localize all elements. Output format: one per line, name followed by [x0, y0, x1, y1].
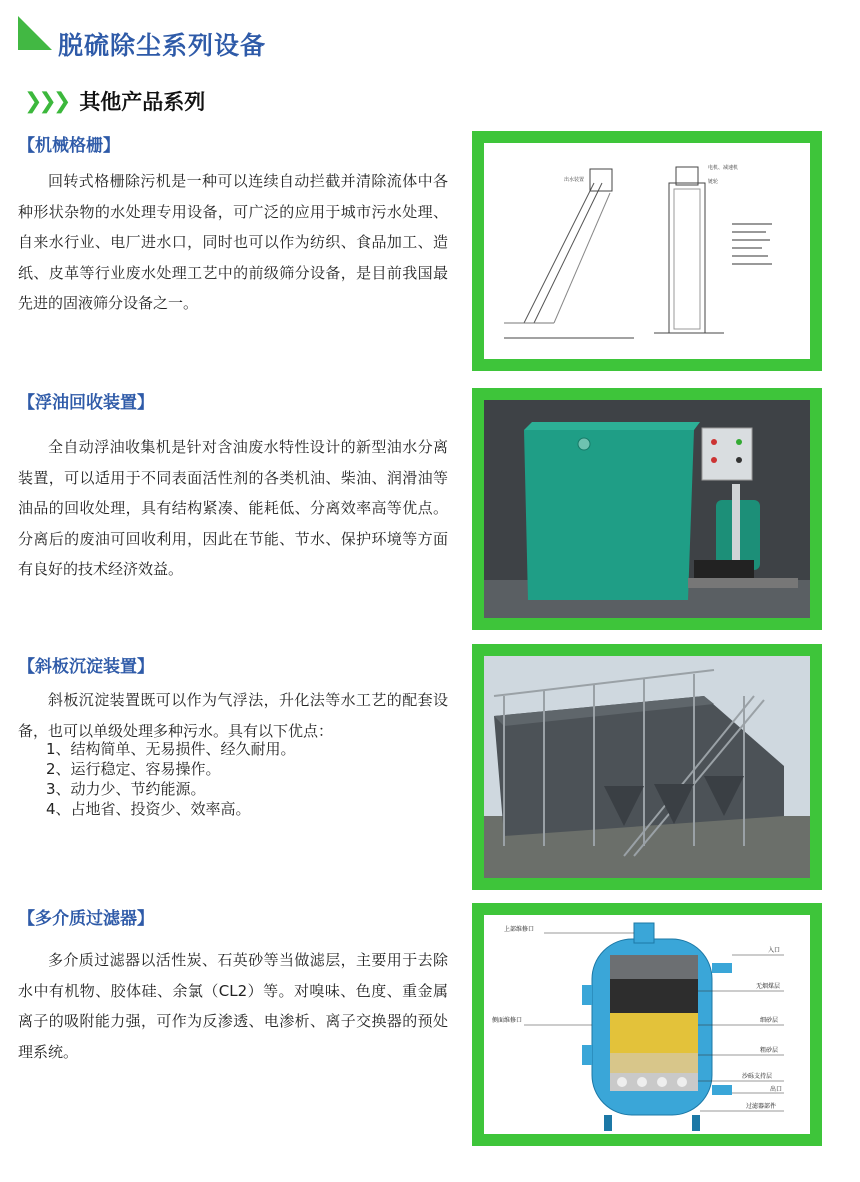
subheader	[24, 86, 205, 116]
list-item: 1、结构简单、无易损件、经久耐用。	[46, 740, 296, 758]
advantages-list	[46, 739, 296, 819]
section-paragraph-grating	[18, 166, 448, 319]
paragraph-text: 回转式格栅除污机是一种可以连续自动拦截并清除流体中各种形状杂物的水处理专用设备，可广泛的应用于城市污水处理、自来水行业、电厂进水口，同时也可以作为纺织、食品加工、造纸、皮革等行业废水处理工艺中的前级筛分设备，是目前我国最先进的固液筛分设备之一。	[18, 172, 448, 312]
image-frame-grating	[472, 131, 822, 371]
label-anthracite: 无烟煤层	[756, 983, 781, 990]
label-motor: 电机、减速机	[708, 165, 739, 171]
list-item: 4、占地省、投资少、效率高。	[46, 800, 251, 818]
paragraph-text: 多介质过滤器以活性炭、石英砂等当做滤层，主要用于去除水中有机物、胶体硅、余氯（CL2）等。对嗅味、色度、重金属离子的吸附能力强，可作为反渗透、电渗析、离子交换器的预处理系统。	[18, 951, 448, 1061]
page-title: 脱硫除尘系列设备	[58, 31, 267, 60]
inclined-plate-photo	[484, 656, 810, 878]
label-coarse-sand: 粗砂层	[760, 1047, 779, 1054]
label-outlet: 出口	[770, 1086, 783, 1093]
multimedia-filter-diagram	[484, 915, 810, 1134]
section-paragraph-oil-recovery	[18, 432, 448, 585]
image-frame-multimedia-filter	[472, 903, 822, 1146]
section-paragraph-multimedia-filter	[18, 945, 448, 1067]
label-fine-sand: 细砂层	[760, 1017, 779, 1024]
chevron-right-icon: ❯❯❯	[24, 88, 68, 114]
label-side-manhole: 侧面维修口	[492, 1017, 523, 1024]
image-frame-inclined-plate	[472, 644, 822, 890]
paragraph-text: 斜板沉淀装置既可以作为气浮法，升化法等水工艺的配套设备，也可以单级处理多种污水。具有以下优点：	[18, 691, 448, 740]
label-sprocket: 链轮	[708, 179, 719, 185]
list-item: 3、动力少、节约能源。	[46, 780, 206, 798]
label-top-manhole: 上部维修口	[504, 926, 535, 933]
section-title-grating: 【机械格栅】	[18, 136, 120, 156]
section-title-oil-recovery: 【浮油回收装置】	[18, 393, 154, 413]
label-outlet: 出水装置	[564, 177, 585, 183]
oil-recovery-photo	[484, 400, 810, 618]
section-title-inclined-plate: 【斜板沉淀装置】	[18, 657, 154, 677]
label-inlet: 入口	[768, 947, 781, 954]
section-paragraph-inclined-plate	[18, 685, 448, 746]
label-gravel-support: 沙砾支持层	[742, 1073, 773, 1080]
section-title-multimedia-filter: 【多介质过滤器】	[18, 909, 154, 929]
subheader-title: 其他产品系列	[79, 90, 206, 114]
header-triangle-icon	[18, 16, 52, 50]
list-item: 2、运行稳定、容易操作。	[46, 760, 221, 778]
label-filter-parts: 过滤器部件	[746, 1103, 777, 1110]
grating-diagram	[484, 143, 810, 359]
image-frame-oil-recovery	[472, 388, 822, 630]
paragraph-text: 全自动浮油收集机是针对含油废水特性设计的新型油水分离装置，可以适用于不同表面活性剂的各类机油、柴油、润滑油等油品的回收处理，具有结构紧凑、能耗低、分离效率高等优点。分离后的废油可回收利用，因此在节能、节水、保护环境等方面有良好的技术经济效益。	[18, 438, 448, 578]
